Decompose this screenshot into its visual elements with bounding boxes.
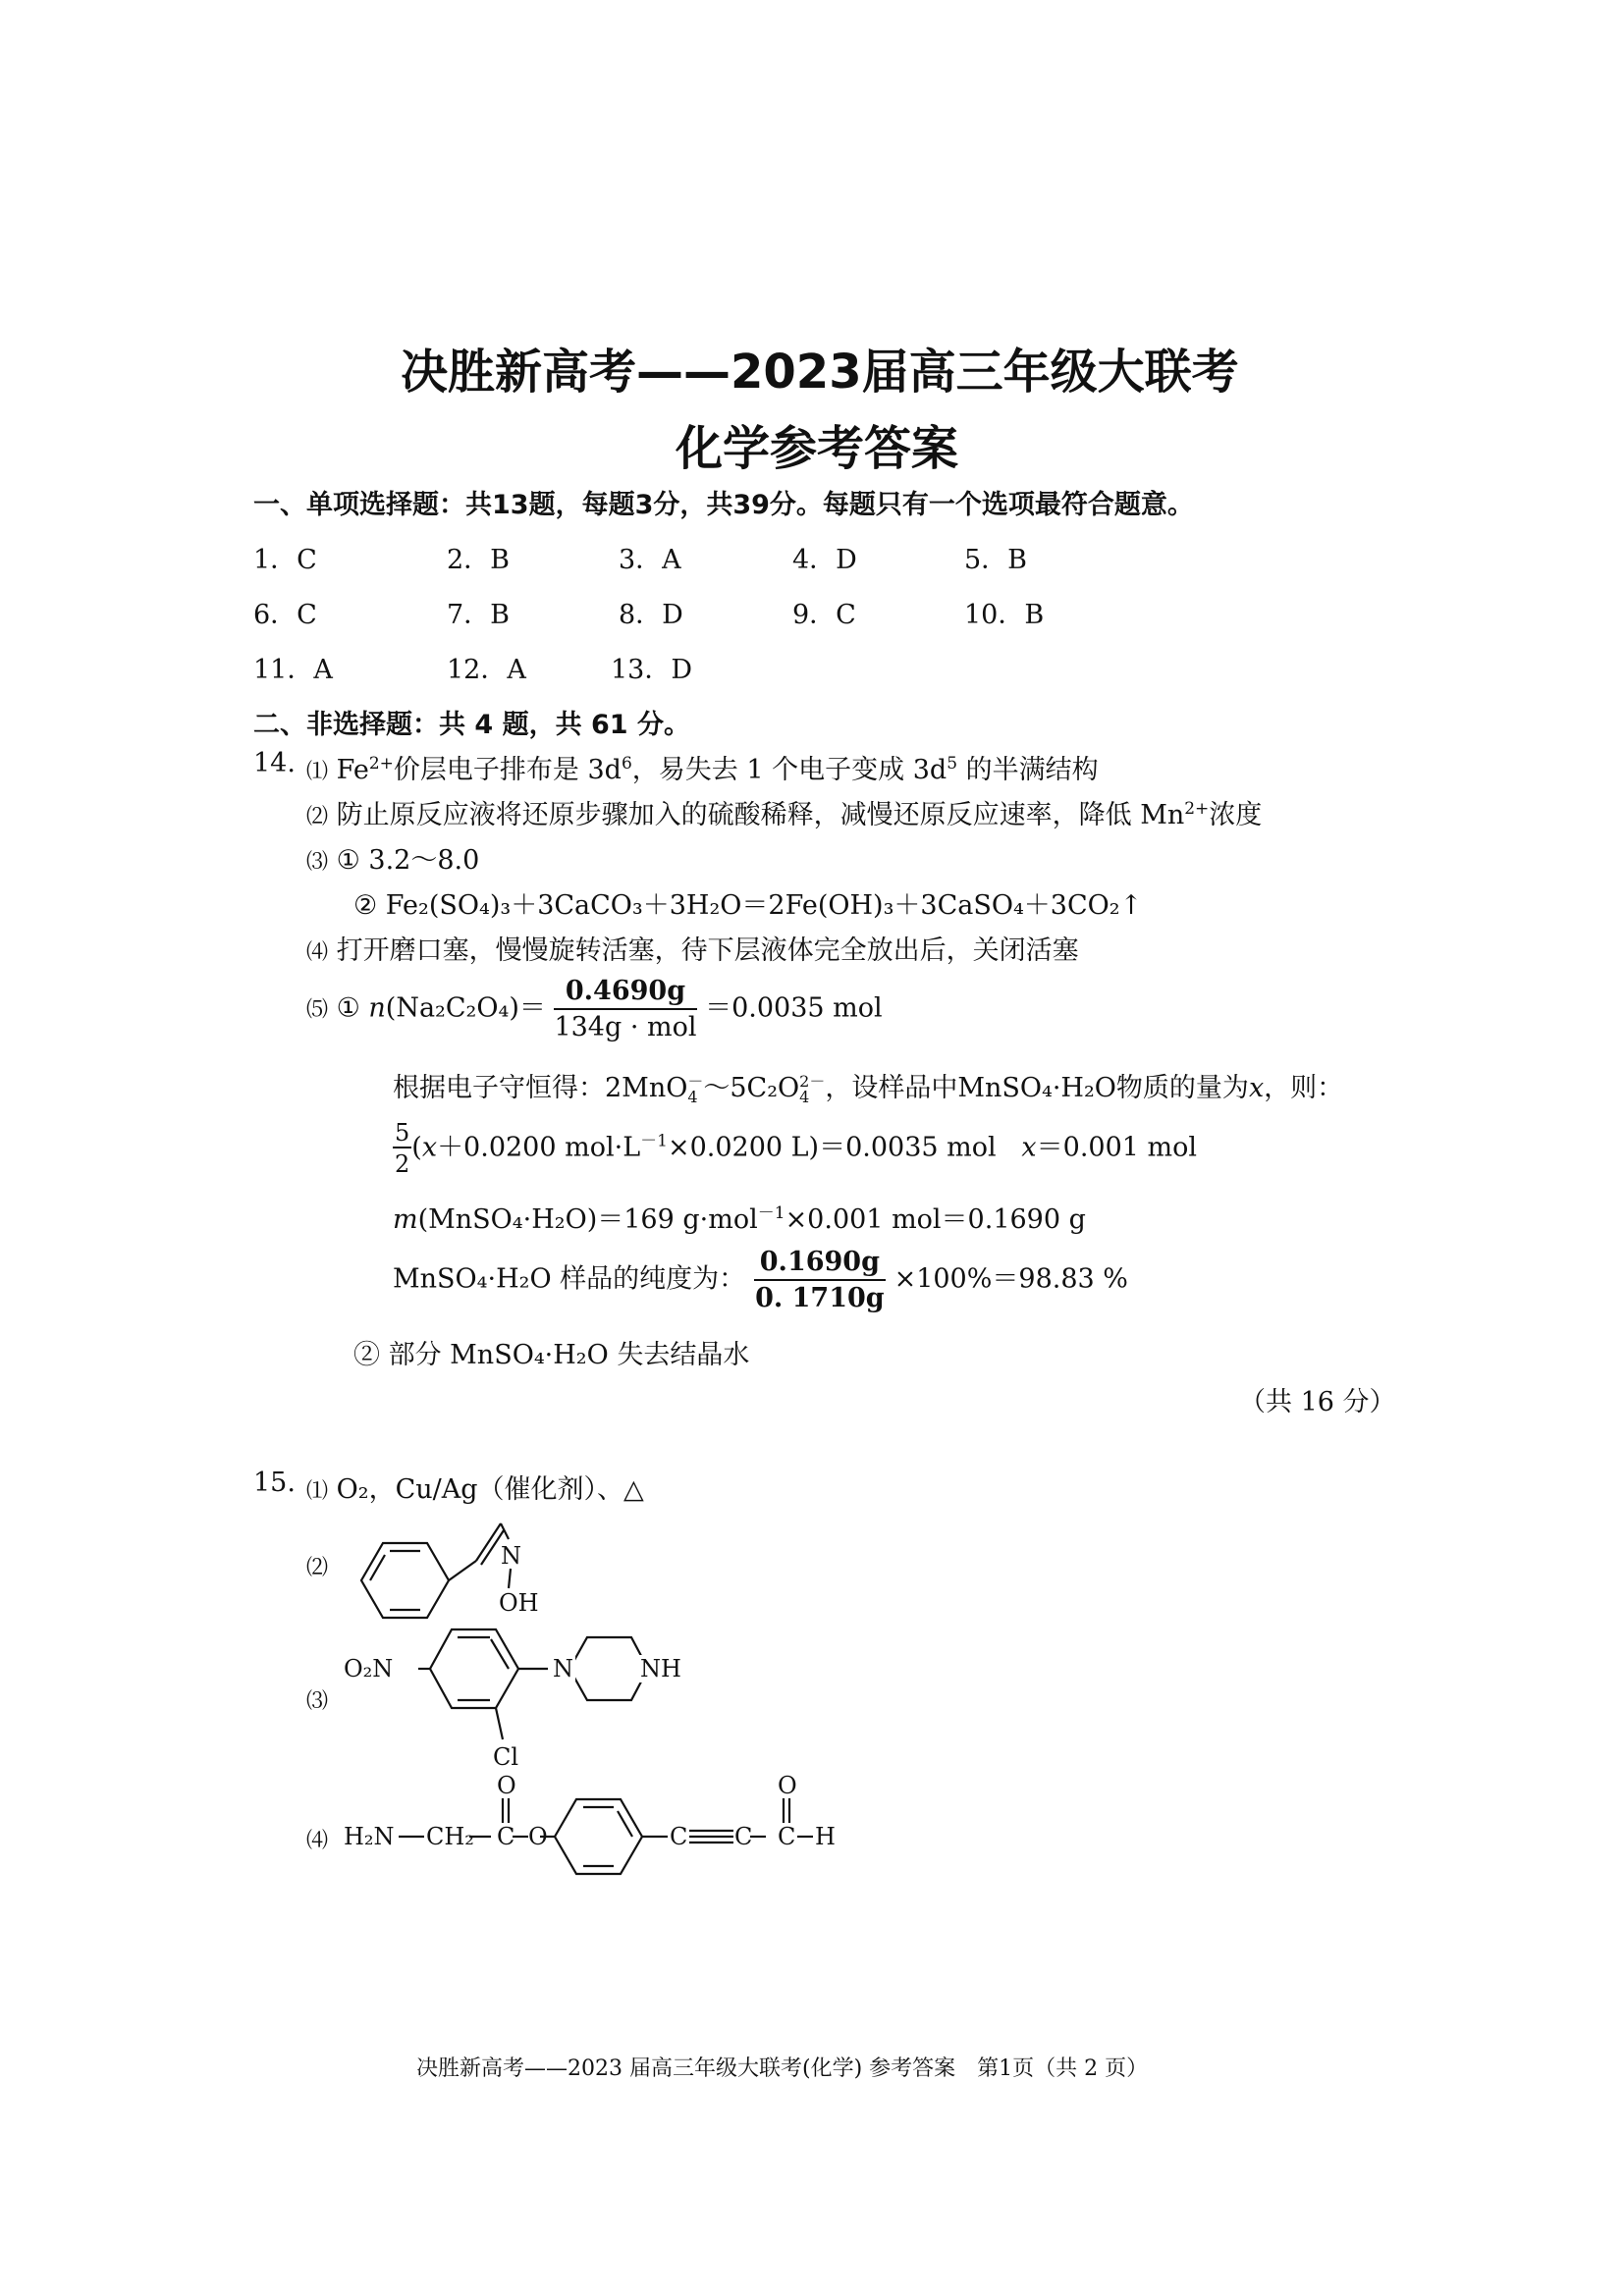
q14-part5-line5	[393, 1247, 1128, 1313]
q14-part3-equation: ② Fe₂(SO₄)₃＋3CaCO₃＋3H₂O＝2Fe(OH)₃＋3CaSO₄＋3CO₂↑	[353, 890, 1143, 921]
q15-p3-label: ⑶	[306, 1689, 329, 1714]
s4-ch2-label: CH₂	[426, 1823, 474, 1850]
s4-h-label: H	[815, 1823, 836, 1850]
page-subtitle: 化学参考答案	[676, 421, 959, 476]
section-1-heading: 一、单项选择题：共13题，每题3分，共39分。每题只有一个选项最符合题意。	[253, 490, 1194, 520]
benzene-ring	[361, 1543, 449, 1618]
q14-p5-l3-d: ＝0.001 mol	[1036, 1132, 1198, 1163]
q14-p3-label: ⑶	[306, 850, 329, 875]
answer-12: 12．A	[447, 655, 526, 685]
q15-p2-label: ⑵	[306, 1556, 329, 1580]
q14-p4-text: 打开磨口塞，慢慢旋转活塞，待下层液体完全放出后，关闭活塞	[336, 935, 1079, 966]
q14-p5-l2-b: ～5C₂O	[703, 1073, 800, 1103]
answer-13: 13．D	[611, 655, 693, 685]
answer-4: 4．D	[792, 545, 857, 575]
q14-part2	[306, 793, 1262, 831]
q14-p4-label: ⑷	[306, 940, 329, 965]
answer-11: 11．A	[253, 655, 333, 685]
q15-p1-text: O₂，Cu/Ag（催化剂）、△	[336, 1474, 644, 1505]
q14-p1-text-b: 价层电子排布是 3d	[393, 755, 622, 785]
q15-number: 15.	[253, 1468, 296, 1498]
q14-p5-l4-m: m	[393, 1204, 418, 1235]
s4-c-aldehyde-label: C	[778, 1823, 796, 1850]
s2-oh-label: OH	[499, 1589, 539, 1617]
q14-p5-result1: ＝0.0035 mol	[705, 992, 883, 1024]
q14-p5-l2-c: ，设样品中MnSO₄·H₂O物质的量为	[825, 1073, 1249, 1103]
q14-p5-l4-b: ×0.001 mol＝0.1690 g	[785, 1204, 1086, 1235]
q14-part5-line4	[393, 1198, 1086, 1236]
answer-8: 8．D	[619, 600, 683, 630]
q14-p5-l3-paren: (	[411, 1132, 422, 1163]
q15-p4-label: ⑷	[306, 1829, 329, 1853]
q14-p5-purity-num: 0.1690g	[754, 1247, 886, 1281]
q14-p5-l3-sup: －1	[640, 1131, 668, 1151]
q14-p1-text-d: 的半满结构	[957, 755, 1099, 785]
answer-7: 7．B	[447, 600, 511, 630]
q15-part1	[306, 1468, 644, 1506]
q14-part4	[306, 929, 1079, 967]
q14-p3-answer1: ① 3.2～8.0	[336, 845, 480, 876]
q14-p5-l5-b: ×100%＝98.83 %	[893, 1263, 1128, 1295]
q14-total-score: （共 16 分）	[1239, 1387, 1396, 1417]
q14-p5-l4-sup: －1	[757, 1203, 785, 1223]
q14-p5-fraction-purity	[754, 1247, 886, 1313]
s4-o-ester-label: O	[528, 1823, 548, 1850]
q14-p5-label: ⑸	[306, 997, 329, 1023]
q14-part5-line2	[393, 1066, 1343, 1105]
s3-cl-label: Cl	[493, 1743, 519, 1771]
q15-p1-label: ⑴	[306, 1479, 329, 1504]
q14-p2-label: ⑵	[306, 805, 329, 829]
q14-p5-n: n	[368, 992, 386, 1024]
q14-p5-l3-b: ＋0.0200 mol·L	[437, 1132, 641, 1163]
page-title: 决胜新高考——2023届高三年级大联考	[401, 345, 1239, 400]
s3-o2n-label: O₂N	[344, 1655, 394, 1682]
answer-9: 9．C	[792, 600, 856, 630]
q14-p5-fraction1	[554, 976, 696, 1042]
s4-o2-label: O	[778, 1772, 797, 1799]
q14-p2-text-b: 浓度	[1209, 800, 1263, 830]
q14-p5-l3-x: x	[421, 1132, 438, 1163]
q14-part5-line3	[393, 1119, 1197, 1178]
q14-p5-fraction-5-2	[393, 1119, 411, 1178]
q14-p5-l2-x: x	[1248, 1073, 1265, 1103]
q14-p1-fe: Fe	[336, 755, 369, 785]
q14-p5-purity-den: 0. 1710g	[755, 1283, 885, 1313]
q14-p5-fraction-5: 5	[395, 1119, 410, 1147]
s3-n-label: N	[553, 1655, 573, 1682]
q14-p5-mno4-charge: － 4	[687, 1071, 704, 1106]
q14-part3-line1	[306, 838, 479, 877]
para-phenylene-ring	[555, 1799, 642, 1874]
answer-5: 5．B	[964, 545, 1028, 575]
q14-p5-c2o4-charge: 2－ 4	[799, 1071, 826, 1106]
q14-p5-fraction1-num: 0.4690g	[554, 976, 696, 1010]
s4-c-alkyne1-label: C	[670, 1823, 688, 1850]
q14-p5-l2-a: 根据电子守恒得：2MnO	[393, 1073, 688, 1103]
q15-structure-4	[344, 1772, 854, 1899]
q14-part1	[306, 748, 1099, 786]
s4-c-alkyne2-label: C	[734, 1823, 753, 1850]
q14-p2-mn-charge: 2+	[1184, 799, 1210, 819]
q14-p5-l3-x2: x	[1021, 1132, 1037, 1163]
q14-p5-l4-a: (MnSO₄·H₂O)＝169 g·mol	[417, 1204, 758, 1235]
q14-part5-answer2: ② 部分 MnSO₄·H₂O 失去结晶水	[353, 1340, 750, 1370]
s4-o1-label: O	[497, 1772, 516, 1799]
q14-p1-text-c: ，易失去 1 个电子变成 3d	[631, 755, 947, 785]
q14-p1-sup3: 5	[947, 754, 958, 774]
q14-p1-fe-charge: 2+	[368, 754, 394, 774]
q14-part5-line1	[306, 976, 883, 1042]
q14-p5-l3-c: ×0.0200 L)＝0.0035 mol	[667, 1132, 997, 1163]
s4-c1-label: C	[497, 1823, 515, 1850]
answer-6: 6．C	[253, 600, 317, 630]
answer-1: 1．C	[253, 545, 317, 575]
q14-p5-l5-a: MnSO₄·H₂O 样品的纯度为：	[393, 1263, 746, 1295]
q14-p5-l2-d: ，则：	[1264, 1073, 1344, 1103]
q15-structure-3	[344, 1610, 756, 1782]
q14-p5-circle1: ①	[336, 992, 369, 1024]
page-footer: 决胜新高考——2023 届高三年级大联考(化学) 参考答案 第1页（共 2 页）	[416, 2056, 1149, 2081]
q14-p5-species: (Na₂C₂O₄)＝	[385, 992, 546, 1024]
q14-p1-label: ⑴	[306, 760, 329, 784]
aryl-ring	[430, 1629, 518, 1708]
q14-p5-fraction-2: 2	[395, 1150, 410, 1178]
answer-3: 3．A	[619, 545, 681, 575]
q14-p5-fraction1-den: 134g · mol	[554, 1012, 697, 1042]
answer-10: 10．B	[964, 600, 1045, 630]
s3-nh-label: NH	[640, 1655, 681, 1682]
q14-number: 14.	[253, 748, 296, 778]
answer-2: 2．B	[447, 545, 511, 575]
section-2-heading: 二、非选择题：共 4 题，共 61 分。	[253, 710, 690, 740]
q14-p2-text-a: 防止原反应液将还原步骤加入的硫酸稀释，减慢还原反应速率，降低 Mn	[336, 800, 1185, 830]
s4-h2n-label: H₂N	[344, 1823, 395, 1850]
q14-p1-sup2: 6	[621, 754, 632, 774]
s2-n-label: N	[501, 1542, 521, 1570]
